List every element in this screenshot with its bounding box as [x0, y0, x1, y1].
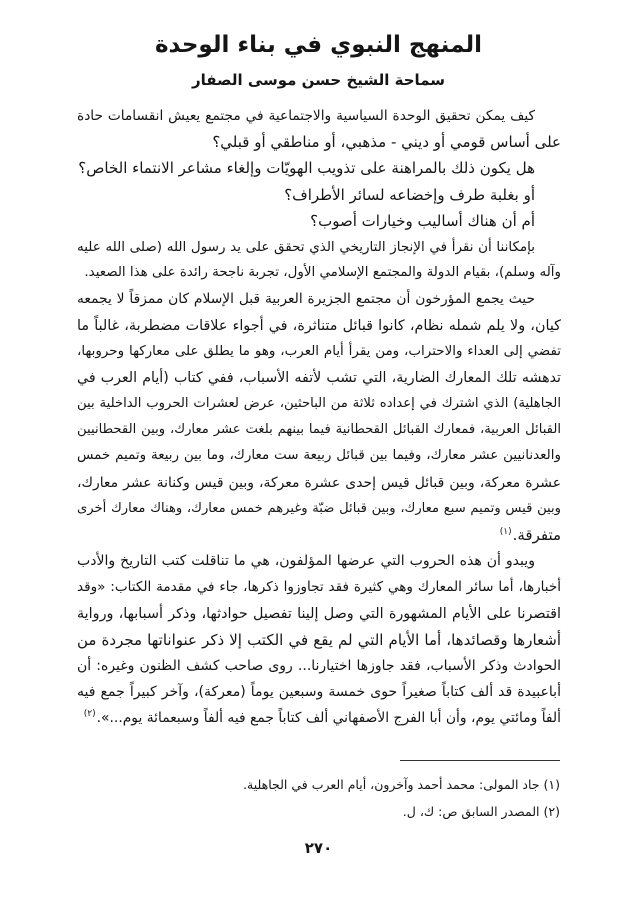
text-line: بإمكاننا أن نقرأ في الإنجاز التاريخي الذي تحقق على يد رسول الله (صلى الله عليه: [77, 238, 535, 255]
text-line: على أساس قومي أو ديني - مذهبي، أو مناطقي أو قبلي؟: [212, 133, 561, 152]
line-text: ألفاً ومائتي يوم، وأن أبا الفرج الأصفهاني ألف كتاباً جمع فيه ألفاً وسبعمائة يوم...».: [96, 710, 561, 727]
text-line: أخبارها، أما سائر المعارك وهي كثيرة فقد تجاوزوا ذكرها، جاء في مقدمة الكتاب: «وقد: [77, 579, 561, 596]
paragraph: [77, 103, 561, 155]
footnote-marker: (٢): [543, 804, 560, 819]
footnote-separator: [400, 760, 560, 761]
footnote: [76, 801, 560, 823]
text-body: [77, 103, 561, 732]
text-line: أباعبيدة قد ألف كتاباً صغيراً حوى خمسة وسبعين يوماً (معركة)، وآخر كبيراً جمع فيه: [77, 684, 561, 701]
paragraph: [77, 155, 561, 181]
footnote-text: جاد المولى: محمد أحمد وآخرون، أيام العرب في الجاهلية.: [243, 777, 540, 792]
paragraph: [77, 182, 561, 208]
footnote-ref: (٢): [83, 709, 96, 720]
text-line: والعدنانيين عشر معارك، وفيما بين قبائل ربيعة ست معارك، وما بين ربيعة وتميم خمس: [77, 448, 561, 464]
text-line: تفضي إلى العداء والاحتراب، ومن يقرأ أيام العرب، وهو ما يطلق على معاركها وحروبها،: [77, 343, 561, 359]
line-text: متفرقة.: [512, 526, 561, 544]
text-line: هل يكون ذلك بالمراهنة على تذويب الهويّات وإلغاء مشاعر الانتماء الخاص؟: [78, 159, 535, 178]
author-line: سماحة الشيخ حسن موسى الصفار: [191, 71, 445, 89]
text-line: [77, 522, 561, 548]
text-line: أشعارها وقصائدها، أما الأيام التي لم يقع في الكتب إلا ذكر عنواناتها مجردة من: [77, 630, 561, 649]
text-line: كيان، ولا يلم شمله نظام، كانوا قبائل متناثرة، في أجواء علاقات مضطربة، غالباً ما: [77, 317, 561, 334]
text-line: أو بغلبة طرف وإخضاعه لسائر الأطراف؟: [284, 185, 535, 204]
paragraph: [77, 548, 561, 731]
text-line: القبائل العربية، فمعارك القبائل القحطانية فيما بينهم بلغت عشر معارك، وبين القحطانيين: [77, 422, 561, 438]
text-line: حيث يجمع المؤرخون أن مجتمع الجزيرة العربية قبل الإسلام كان ممزقاً لا يجمعه: [77, 291, 535, 308]
footnote: [76, 774, 560, 796]
footnote-text: المصدر السابق ص: ك، ل.: [402, 804, 540, 819]
text-line: وآله وسلم)، بقيام الدولة والمجتمع الإسلامي الأول، تجربة ناجحة رائدة على هذا الصعيد.: [84, 265, 561, 281]
text-line: كيف يمكن تحقيق الوحدة السياسية والاجتماعية في مجتمع يعيش انقسامات حادة: [77, 108, 535, 124]
text-line: ويبدو أن هذه الحروب التي عرضها المؤلفون، هي ما تناقلت كتب التاريخ والأدب: [77, 553, 535, 570]
paragraph: [77, 208, 561, 234]
paragraph: [77, 286, 561, 548]
text-line: [77, 705, 561, 731]
paragraph: [77, 234, 561, 286]
footnote-ref: (١): [499, 527, 512, 537]
text-line: تدهشه تلك المعارك الضارية، التي تشب لأتفه الأسباب، ففي كتاب (أيام العرب في: [77, 369, 561, 386]
footnote-marker: (١): [543, 777, 560, 792]
text-line: عشرة معركة، وبين قبائل قيس إحدى عشرة معركة، وبين قيس وكنانة عشر معارك،: [77, 474, 561, 491]
text-line: الجاهلية) الذي اشترك في إعداده ثلاثة من الباحثين، عرض لعشرات الحروب الداخلية بين: [77, 396, 561, 412]
text-line: الحوادث وذكر الأسباب، فقد جاوزها اختيارنا... روى صاحب كشف الظنون وغيره: أن: [77, 657, 561, 674]
page-number: ٢٧٠: [304, 839, 333, 857]
text-line: وبين قيس وتميم سبع معارك، وبين قبائل ضبّة وغيرهم خمس معارك، وهناك معارك أخرى: [77, 500, 561, 516]
text-line: اقتصرنا على الأيام المشهورة التي وصل إلينا تفصيل حوادثها، وذكر أسبابها، ورواية: [77, 605, 561, 622]
page-title: المنهج النبوي في بناء الوحدة: [154, 32, 483, 58]
text-line: أم أن هناك أساليب وخيارات أصوب؟: [310, 211, 535, 230]
